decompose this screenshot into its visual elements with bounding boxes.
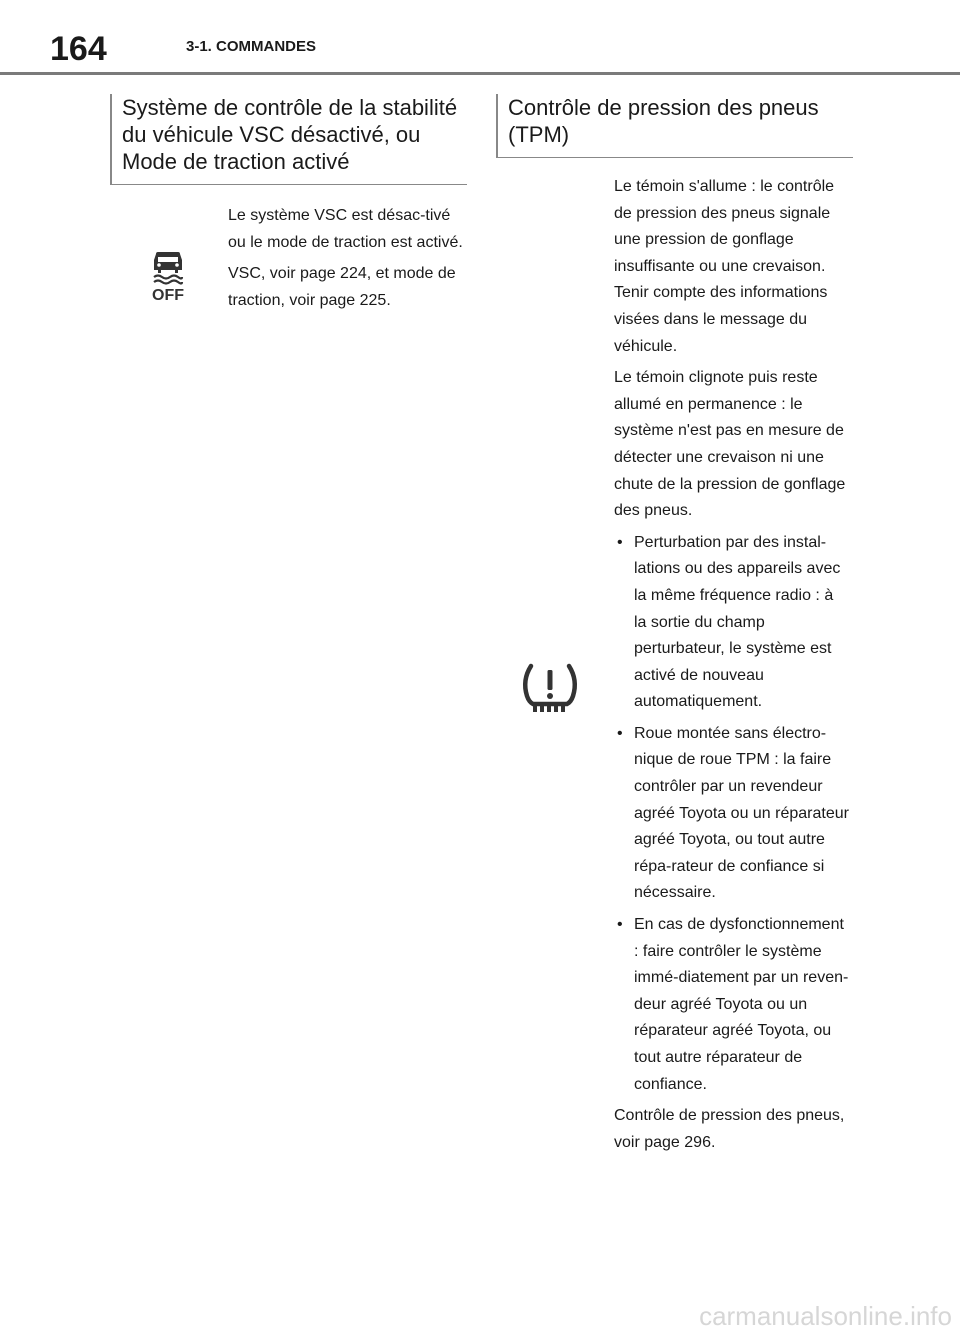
bullet-list (614, 530, 850, 1098)
list-item (614, 912, 850, 1098)
list-item (614, 530, 850, 716)
header-rule (0, 72, 960, 75)
right-heading-box (496, 94, 853, 158)
vsc-off-label: OFF (152, 287, 184, 302)
tire-pressure-warning-icon (519, 660, 581, 716)
watermark: carmanualsonline.info (699, 1301, 952, 1331)
right-footer-paragraph: Contrôle de pression des pneus, voir page 296. (614, 1107, 845, 1151)
vsc-off-icon (148, 250, 188, 302)
left-paragraph: Le système VSC est désac-tivé ou le mode de traction est activé. (228, 207, 463, 251)
right-text-column (614, 174, 850, 1161)
left-heading-box (110, 94, 467, 185)
list-item (614, 721, 850, 907)
right-paragraph: Le témoin clignote puis reste allumé en permanence : le système n'est pas en mesure de détecter une crevaison ni une chute de la pression de gonflage des pneus. (614, 369, 846, 520)
chapter-title: 3-1. COMMANDES (186, 38, 317, 55)
left-section-title: Système de contrôle de la stabilité du véhicule VSC désactivé, ou Mode de traction activé (122, 95, 458, 174)
right-section-title: Contrôle de pression des pneus (TPM) (508, 95, 819, 147)
right-paragraph: Le témoin s'allume : le contrôle de pression des pneus signale une pression de gonflage insuffisante ou une crevaison. Tenir compte des informations visées dans le message du véhicule. (614, 178, 835, 355)
left-paragraph: VSC, voir page 224, et mode de traction, voir page 225. (228, 265, 456, 309)
list-item-text: Perturbation par des instal-lations ou des appareils avec la même fréquence radio : à la sortie du champ perturbateur, le système est activé de nouveau automatiquement. (634, 533, 841, 711)
list-item-text: En cas de dysfonctionnement : faire contrôler le système immé-diatement par un reven-deur agréé Toyota ou un réparateur agréé Toyota, ou tout autre réparateur de confiance. (634, 916, 849, 1093)
list-item-text: Roue montée sans électro-nique de roue TPM : la faire contrôler par un revendeur agréé Toyota ou un réparateur agréé Toyota, ou tout autre répa-rateur de confiance si nécessaire. (634, 724, 849, 902)
bullet-dot: • (617, 724, 623, 742)
left-text-column (228, 203, 464, 319)
bullet-dot: • (617, 916, 623, 934)
bullet-dot: • (617, 533, 623, 551)
page-number: 164 (50, 30, 107, 68)
